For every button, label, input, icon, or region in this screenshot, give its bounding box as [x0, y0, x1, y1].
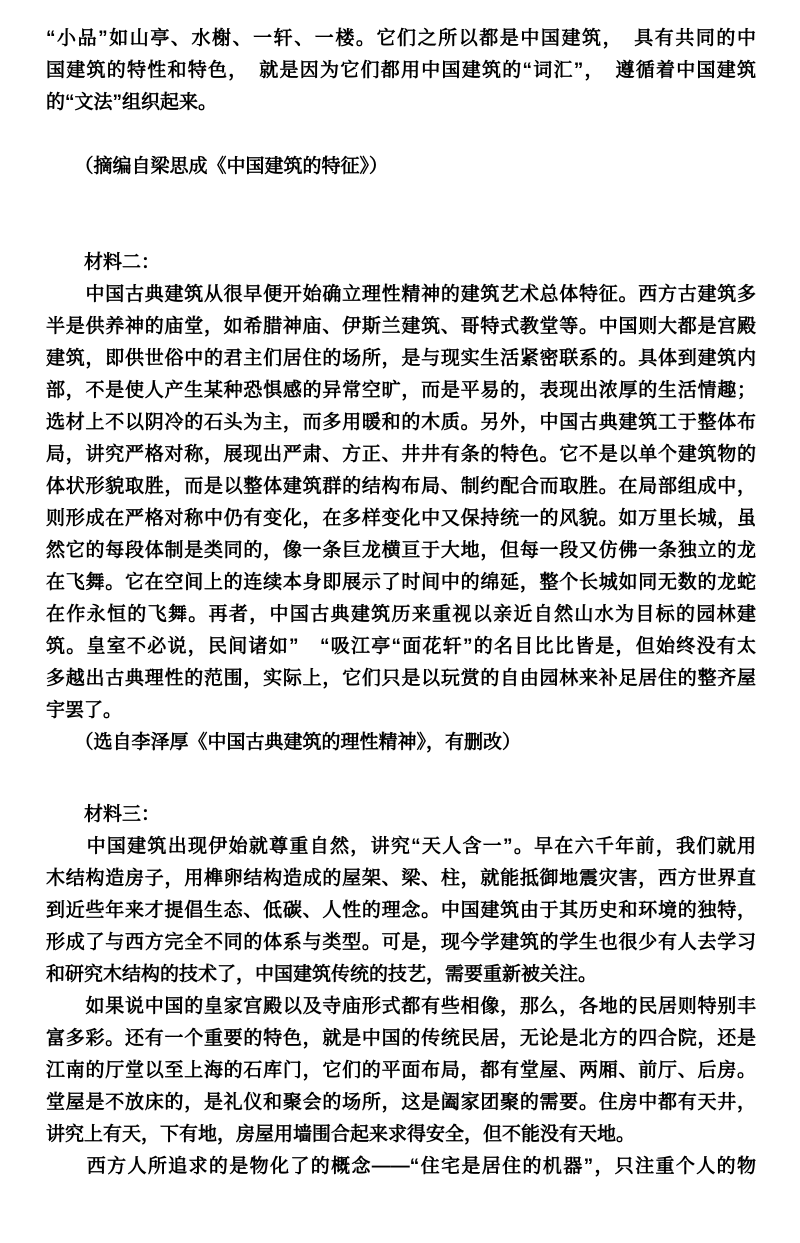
text-line: 江南的厅堂以至上海的石库门，它们的平面布局，都有堂屋、两厢、前厅、后房。 [46, 1060, 756, 1081]
text-line: 部，不是使人产生某种恐惧感的异常空旷，而是平易的，表现出浓厚的生活情趣； [46, 380, 756, 401]
text-line: 如果说中国的皇家宫殿以及寺庙形式都有些相像，那么，各地的民居则特别丰 [46, 996, 756, 1017]
text-line: 中国古典建筑从很早便开始确立理性精神的建筑艺术总体特征。西方古建筑多 [46, 284, 756, 305]
material-2-paragraph [46, 279, 756, 727]
text-line: 西方人所追求的是物化了的概念——“住宅是居住的机器”，只注重个人的物 [46, 1156, 756, 1177]
text-line: 则形成在严格对称中仍有变化，在多样变化中又保持统一的风貌。如万里长城，虽 [46, 508, 756, 529]
text-line: 体状形貌取胜，而是以整体建筑群的结构布局、制约配合而取胜。在局部组成中， [46, 476, 756, 497]
text-line: 宇罢了。 [46, 700, 123, 721]
text-line: 选材上不以阴冷的石头为主，而多用暖和的木质。另外，中国古典建筑工于整体布 [46, 412, 756, 433]
text-line: 多越出古典理性的范围，实际上，它们只是以玩赏的自由园林来补足居住的整齐屋 [46, 668, 756, 689]
text-line: 形成了与西方完全不同的体系与类型。可是，现今学建筑的学生也很少有人去学习 [46, 932, 756, 953]
text-line: 筑。皇室不必说，民间诸如” “吸江亭“面花轩”的名目比比皆是，但始终没有太 [46, 636, 756, 657]
material-3-paragraph-2 [46, 991, 756, 1151]
text-line: 和研究木结构的技术了，中国建筑传统的技艺，需要重新被关注。 [46, 964, 598, 985]
text-line: 在飞舞。它在空间上的连续本身即展示了时间中的绵延，整个长城如同无数的龙蛇 [46, 572, 756, 593]
text-line: 国建筑的特性和特色， 就是因为它们都用中国建筑的“词汇”， 遵循着中国建筑 [46, 60, 756, 81]
text-line: 在作永恒的飞舞。再者，中国古典建筑历来重视以亲近自然山水为目标的园林建 [46, 604, 756, 625]
opening-paragraph [46, 23, 756, 119]
text-line: 堂屋是不放床的，是礼仪和聚会的场所，这是阖家团聚的需要。住房中都有天井， [46, 1092, 756, 1113]
text-line: 然它的每段体制是类同的，像一条巨龙横亘于大地，但每一段又仿佛一条独立的龙 [46, 540, 756, 561]
text-line: “小品”如山亭、水榭、一轩、一楼。它们之所以都是中国建筑， 具有共同的中 [46, 28, 756, 49]
citation-li-zehou: （选自李泽厚《中国古典建筑的理性精神》，有删改） [46, 732, 522, 753]
text-line: 讲究上有天，下有地，房屋用墙围合起来求得安全，但不能没有天地。 [46, 1124, 636, 1145]
text-line: 中国建筑出现伊始就尊重自然，讲究“天人含一”。早在六千年前，我们就用 [46, 836, 756, 857]
citation-liang-sicheng: （摘编自梁思成《中国建筑的特征》） [46, 156, 389, 177]
text-line: 富多彩。还有一个重要的特色，就是中国的传统民居，无论是北方的四合院，还是 [46, 1028, 756, 1049]
material-3-heading: 材料三： [46, 804, 161, 825]
text-line: 半是供养神的庙堂，如希腊神庙、伊斯兰建筑、哥特式教堂等。中国则大都是宫殿 [46, 316, 756, 337]
material-3-paragraph-3 [46, 1151, 756, 1183]
text-line: 局，讲究严格对称，展现出严肃、方正、井井有条的特色。它不是以单个建筑物的 [46, 444, 756, 465]
material-2-heading: 材料二： [46, 252, 161, 273]
text-line: 建筑，即供世俗中的君主们居住的场所，是与现实生活紧密联系的。具体到建筑内 [46, 348, 756, 369]
text-line: 木结构造房子，用榫卵结构造成的屋架、梁、柱，就能抵御地震灾害，西方世界直 [46, 868, 756, 889]
text-line: 的“文法”组织起来。 [46, 92, 218, 113]
text-line: 到近些年来才提倡生态、低碳、人性的理念。中国建筑由于其历史和环境的独特， [46, 900, 756, 921]
material-3-paragraph-1 [46, 831, 756, 991]
